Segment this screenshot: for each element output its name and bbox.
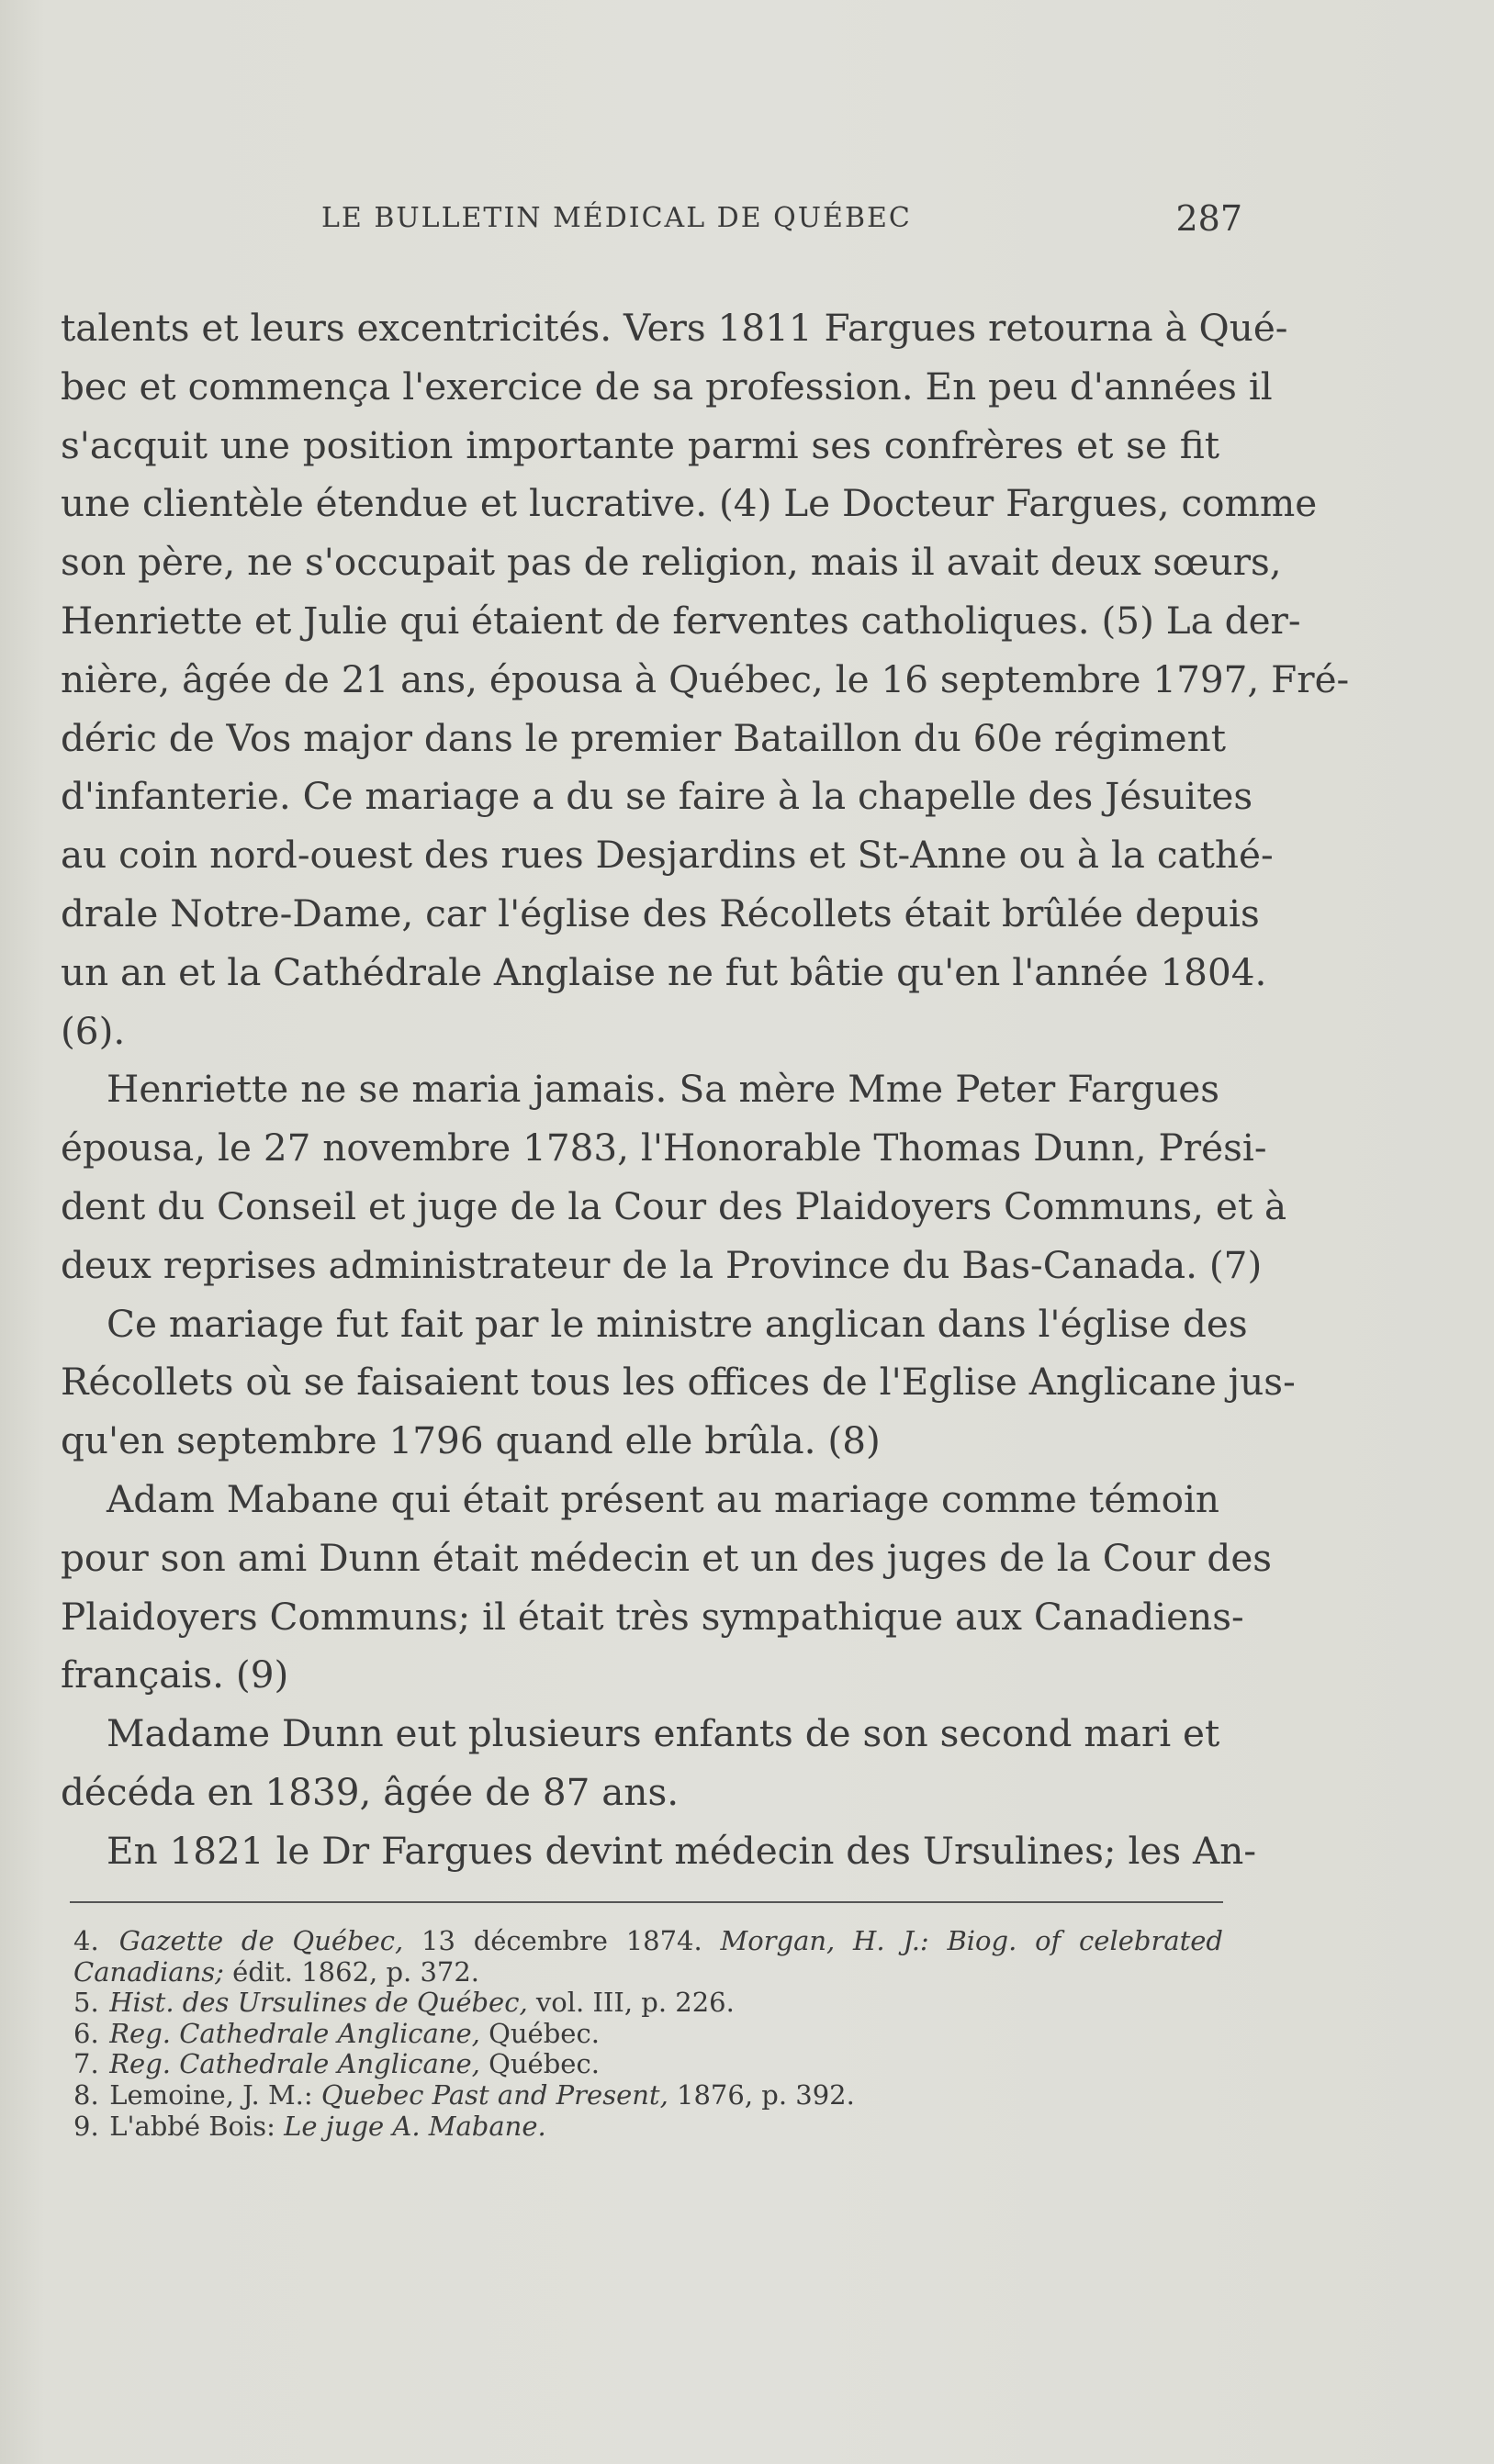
footnote-4 [73,1926,1223,1957]
footnote-detail: L'abbé Bois: [109,2110,285,2142]
body-line: d'infanterie. Ce mariage a du se faire à la chapelle des Jésuites [61,774,1253,819]
body-line: Henriette et Julie qui étaient de ferventes catholiques. (5) La der- [61,598,1301,643]
body-line: épousa, le 27 novembre 1783, l'Honorable Thomas Dunn, Prési- [61,1126,1267,1170]
footnote-6 [73,2019,1223,2050]
footnote-number: 7. [73,2048,99,2080]
footnote-detail: vol. III, p. 226. [527,1987,735,2019]
body-line: qu'en septembre 1796 quand elle brûla. (8) [61,1418,881,1463]
footnotes [73,1926,1223,2142]
body-line: pour son ami Dunn était médecin et un des juges de la Cour des [61,1535,1273,1580]
footnote-number: 5. [73,1987,99,2019]
footnote-detail: Lemoine, J. M.: [109,2078,321,2111]
body-line: nière, âgée de 21 ans, épousa à Québec, le 16 septembre 1797, Fré- [61,656,1350,701]
footnote-8 [73,2080,1223,2111]
body-text [61,299,1350,1881]
body-line: une clientèle étendue et lucrative. (4) Le Docteur Fargues, comme [61,481,1318,526]
footnote-5 [73,1988,1223,2019]
footnote-detail: édit. 1862, p. 372. [223,1955,480,1988]
body-line: Adam Mabane qui était présent au mariage comme témoin [107,1476,1219,1521]
footnote-source: Reg. Cathedrale Anglicane, [109,2048,480,2080]
footnote-source: Quebec Past and Present, [320,2078,668,2111]
body-line: s'acquit une position importante parmi ses confrères et se fit [61,422,1219,467]
body-line: un an et la Cathédrale Anglaise ne fut bâtie qu'en l'année 1804. [61,949,1267,994]
footnote-4-continued [73,1957,1223,1988]
footnote-source: Morgan, H. J.: Biog. of celebrated [720,1925,1223,1956]
body-line: talents et leurs excentricités. Vers 1811 Fargues retourna à Qué- [61,306,1288,350]
body-line: (6). [61,1008,126,1053]
body-line: En 1821 le Dr Fargues devint médecin des Ursulines; les An- [107,1828,1257,1873]
page-header [64,198,1242,239]
body-line: Plaidoyers Communs; il était très sympathique aux Canadiens- [61,1594,1244,1639]
body-line: drale Notre-Dame, car l'église des Récollets était brûlée depuis [61,890,1260,935]
footnote-detail: 1876, p. 392. [668,2078,855,2111]
running-head: LE BULLETIN MÉDICAL DE QUÉBEC [321,202,912,234]
body-line: au coin nord-ouest des rues Desjardins et St-Anne ou à la cathé- [61,833,1274,878]
body-line: Henriette ne se maria jamais. Sa mère Mme Peter Fargues [107,1067,1219,1112]
body-line: bec et commença l'exercice de sa profession. En peu d'années il [61,364,1273,409]
page-number: 287 [1175,198,1242,239]
footnote-rule [70,1901,1223,1903]
body-line: Récollets où se faisaient tous les offices de l'Eglise Anglicane jus- [61,1360,1296,1405]
body-line: déric de Vos major dans le premier Bataillon du 60e régiment [61,715,1226,760]
footnote-detail: 13 décembre 1874. [403,1925,721,1956]
footnote-detail: Québec. [479,2048,600,2080]
body-line: Madame Dunn eut plusieurs enfants de son second mari et [107,1711,1220,1756]
footnote-source: Hist. des Ursulines de Québec, [109,1987,528,2019]
footnote-detail: Québec. [479,2017,600,2049]
footnote-number: 4. [73,1925,99,1956]
footnote-7 [73,2049,1223,2080]
footnote-number: 8. [73,2078,99,2111]
body-line: dent du Conseil et juge de la Cour des Plaidoyers Communs, et à [61,1183,1287,1228]
footnote-source: Reg. Cathedrale Anglicane, [109,2017,480,2049]
body-line: Ce mariage fut fait par le ministre anglican dans l'église des [107,1301,1248,1346]
body-line: deux reprises administrateur de la Province du Bas-Canada. (7) [61,1242,1263,1287]
footnote-source: Gazette de Québec, [118,1925,404,1956]
footnote-source: Canadians; [73,1955,224,1988]
body-line: son père, ne s'occupait pas de religion, mais il avait deux sœurs, [61,540,1282,585]
footnote-number: 6. [73,2017,99,2049]
body-line: décéda en 1839, âgée de 87 ans. [61,1769,680,1814]
footnote-9 [73,2111,1223,2143]
body-line: français. (9) [61,1652,289,1697]
footnote-number: 9. [73,2110,99,2142]
footnote-source: Le juge A. Mabane. [284,2110,546,2142]
